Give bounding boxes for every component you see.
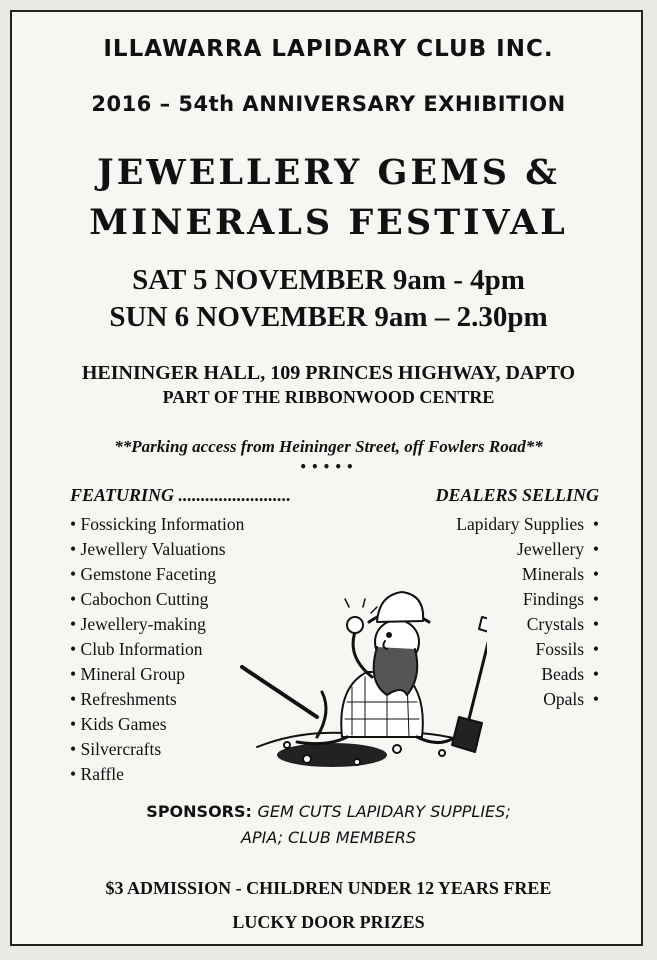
list-item: • Mineral Group: [70, 662, 244, 687]
date-sunday: SUN 6 NOVEMBER 9am – 2.30pm: [109, 301, 548, 333]
list-item: • Kids Games: [70, 712, 244, 737]
parking-note: **Parking access from Heininger Street, off Fowlers Road**: [114, 437, 543, 456]
sponsors-value-1: GEM CUTS LAPIDARY SUPPLIES;: [257, 802, 511, 821]
lucky-door-prizes: LUCKY DOOR PRIZES: [232, 912, 425, 932]
list-item: Lapidary Supplies •: [456, 512, 599, 537]
date-saturday: SAT 5 NOVEMBER 9am - 4pm: [132, 264, 525, 296]
festival-title-line-1: JEWELLERY GEMS &: [97, 152, 560, 193]
club-name: ILLAWARRA LAPIDARY CLUB INC.: [103, 36, 554, 62]
flyer: [10, 10, 643, 946]
sponsors-label: SPONSORS:: [146, 802, 252, 821]
list-item: Minerals •: [456, 562, 599, 587]
featuring-list: [70, 512, 244, 787]
list-item: • Jewellery Valuations: [70, 537, 244, 562]
list-item: • Refreshments: [70, 687, 244, 712]
featuring-heading: FEATURING .........................: [70, 485, 292, 505]
list-item: Beads •: [456, 662, 599, 687]
sponsors-line-1: [12, 802, 645, 821]
list-item: • Fossicking Information: [70, 512, 244, 537]
list-item: • Raffle: [70, 762, 244, 787]
admission-info: $3 ADMISSION - CHILDREN UNDER 12 YEARS FREE: [105, 878, 552, 898]
prospector-illustration: [237, 577, 487, 777]
list-item: Fossils •: [456, 637, 599, 662]
list-item: • Club Information: [70, 637, 244, 662]
venue-address: HEININGER HALL, 109 PRINCES HIGHWAY, DAPTO: [81, 362, 576, 384]
dealers-heading: DEALERS SELLING: [435, 485, 599, 505]
list-item: Crystals •: [456, 612, 599, 637]
list-item: Opals •: [456, 687, 599, 712]
list-item: • Cabochon Cutting: [70, 587, 244, 612]
venue-subtitle: PART OF THE RIBBONWOOD CENTRE: [162, 387, 495, 407]
list-item: Jewellery •: [456, 537, 599, 562]
list-item: Findings •: [456, 587, 599, 612]
list-item: • Silvercrafts: [70, 737, 244, 762]
list-item: • Gemstone Faceting: [70, 562, 244, 587]
anniversary-line: 2016 – 54th ANNIVERSARY EXHIBITION: [91, 92, 566, 116]
separator-dots: •••••: [299, 460, 358, 474]
festival-title-line-2: MINERALS FESTIVAL: [89, 202, 568, 243]
list-item: • Jewellery-making: [70, 612, 244, 637]
sponsors-line-2: APIA; CLUB MEMBERS: [241, 828, 416, 847]
